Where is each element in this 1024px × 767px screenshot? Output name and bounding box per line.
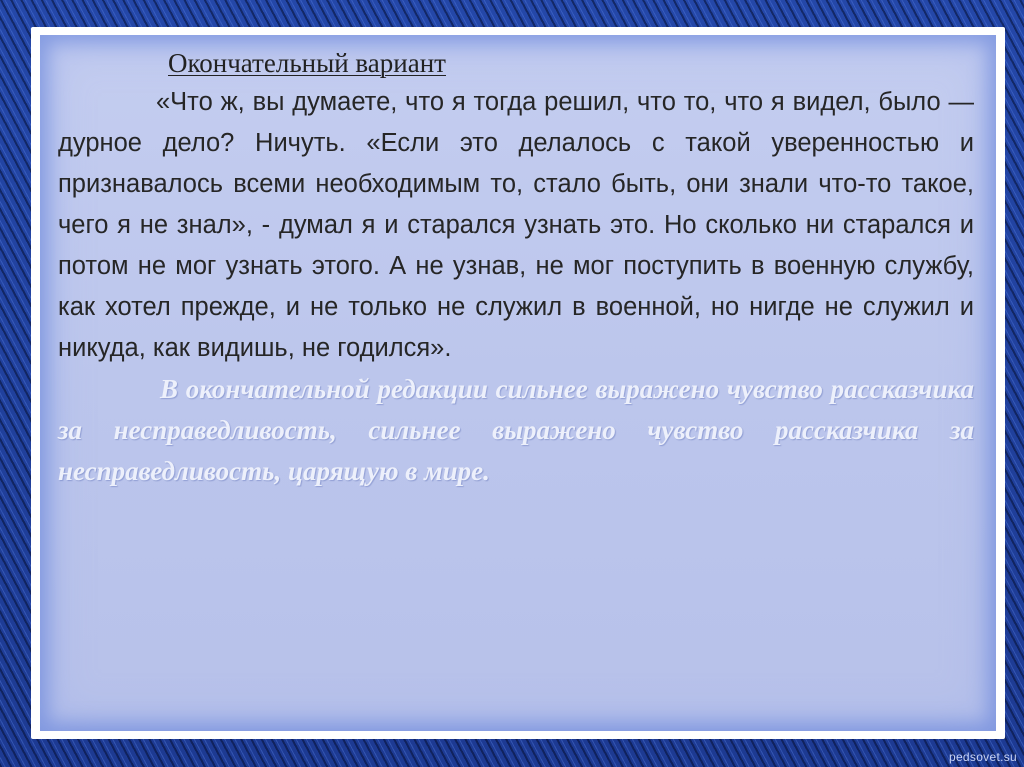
conclusion-paragraph: В окончательной редакции сильнее выражено чувство рассказчика за несправедливость, сильнее выражено чувство рассказчика за несправедливость, царящую в мире. [58, 374, 974, 486]
slide-heading: Окончательный вариант [168, 48, 446, 78]
slide-content [58, 44, 974, 492]
watermark: pedsovet.su [948, 750, 1017, 764]
quote-paragraph: «Что ж, вы думаете, что я тогда решил, что то, что я видел, было — дурное дело? Ничуть. «Если это делалось с такой уверенностью и признавалось всеми необходимым то, стало быть, они знали что-то такое, чего я не знал», - думал я и старался узнать это. Но сколько ни старался и потом не мог узнать этого. А не узнав, не мог поступить в военную службу, как хотел прежде, и не только не служил в военной, но нигде не служил и никуда, как видишь, не годился». [58, 88, 974, 362]
